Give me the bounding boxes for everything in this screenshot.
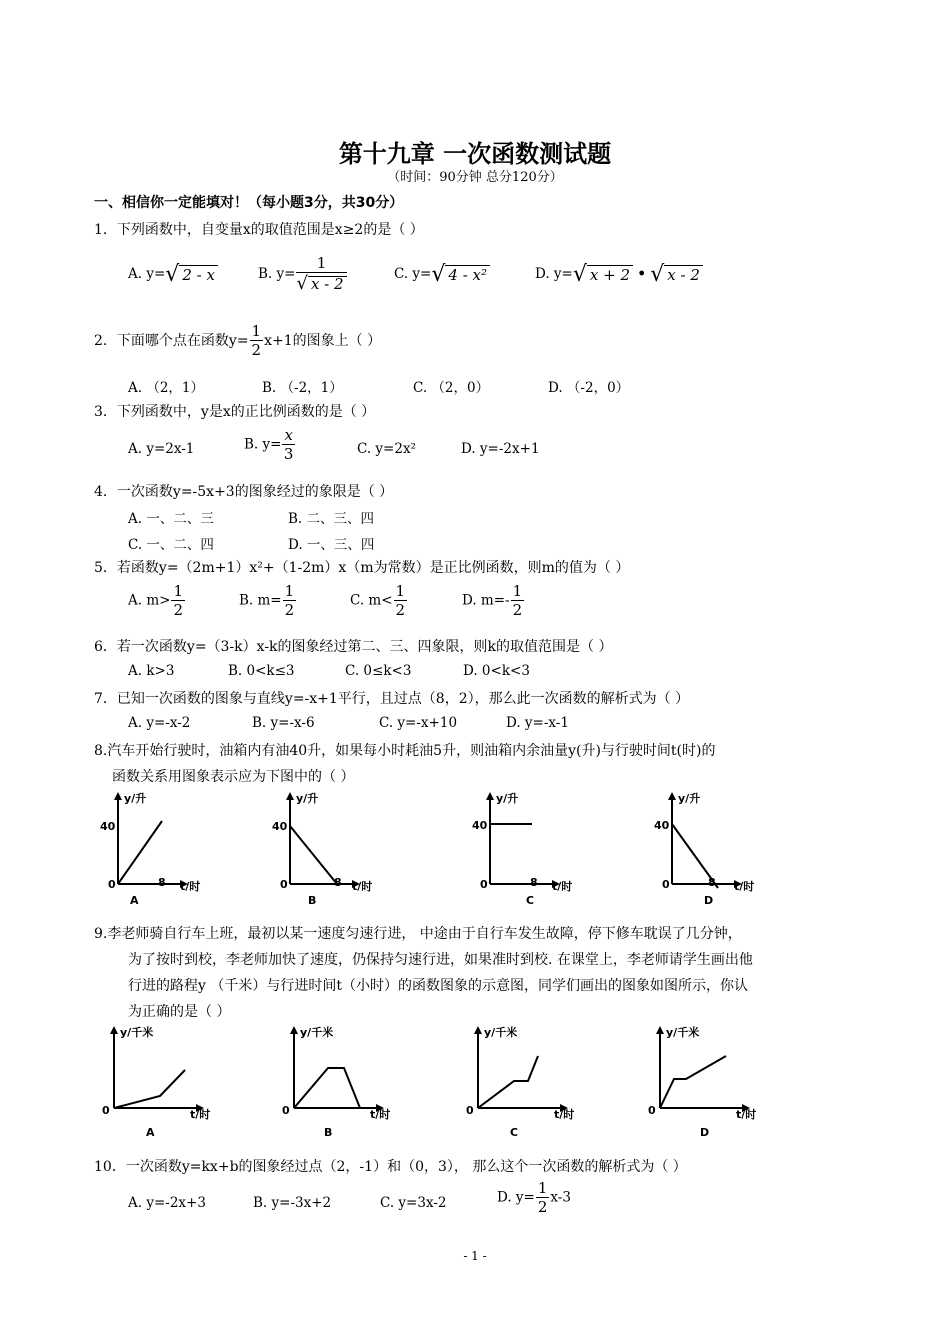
question-10-option-a: A. y=-2x+3	[128, 1195, 206, 1211]
question-6-option-b: B. 0<k≤3	[228, 663, 295, 679]
option-label: D. y=	[497, 1189, 535, 1206]
question-3-option-a: A. y=2x-1	[128, 441, 195, 457]
sqrt-expression: √ 2 - x	[165, 262, 218, 287]
graph-line	[478, 1056, 538, 1108]
option-label: D. y=	[535, 266, 573, 282]
question-5-option-c	[350, 584, 408, 618]
multiply-dot: •	[637, 266, 646, 282]
question-2-stem	[94, 324, 381, 358]
fraction	[296, 256, 346, 293]
radicand: x - 2	[664, 265, 703, 284]
numerator: 1	[173, 582, 183, 600]
tick-label-8: 8	[530, 876, 538, 889]
option-label: B. y=	[244, 436, 282, 453]
fraction	[282, 428, 294, 462]
y-axis-label: y/升	[678, 792, 701, 805]
question-8-graphs	[90, 788, 790, 910]
question-6-option-a: A. k>3	[128, 663, 175, 679]
page-number: - 1 -	[463, 1249, 487, 1263]
question-4-option-b: B. 二、三、四	[288, 511, 375, 527]
graph-a	[100, 791, 200, 907]
option-label: D. m=-	[462, 592, 510, 609]
y-axis-arrow	[668, 792, 676, 800]
graph-b	[282, 1025, 390, 1139]
x-axis-label: t/时	[370, 1108, 391, 1121]
graph-label: D	[704, 894, 714, 907]
origin-label: 0	[108, 878, 116, 891]
numerator: 1	[395, 582, 406, 600]
question-3-stem: 3．下列函数中，y是x的正比例函数的是（ ）	[94, 404, 376, 420]
question-7-stem: 7．已知一次函数的图象与直线y=-x+1平行，且过点（8，2），那么此一次函数的解析式为（ ）	[94, 691, 690, 707]
graph-label: A	[146, 1126, 155, 1139]
y-axis-label: y/千米	[484, 1026, 518, 1039]
question-10-stem: 10．一次函数y=kx+b的图象经过点（2，-1）和（0，3）， 那么这个一次函数的解析式为（ ）	[94, 1159, 687, 1175]
question-6-stem: 6．若一次函数y=（3-k）x-k的图象经过第二、三、四象限，则k的取值范围是（ ）	[94, 639, 613, 655]
x-axis-label: t/时	[180, 880, 201, 893]
sqrt-expression: √ x - 2	[650, 262, 703, 287]
question-10-option-b: B. y=-3x+2	[253, 1195, 332, 1211]
radicand: x + 2	[587, 265, 633, 284]
fraction	[511, 584, 525, 618]
option-label: B. y=	[258, 266, 296, 282]
question-7-option-a: A. y=-x-2	[128, 715, 191, 731]
sqrt-expression: √ x + 2	[573, 262, 633, 287]
y-axis-arrow	[290, 1026, 298, 1034]
origin-label: 0	[280, 878, 288, 891]
x-axis-label: t/时	[736, 1108, 757, 1121]
graph-label: C	[510, 1126, 519, 1139]
x-axis-label: t/时	[352, 880, 373, 893]
question-9-stem-line4: 为正确的是（ ）	[128, 1004, 231, 1020]
origin-label: 0	[480, 878, 488, 891]
graph-line	[290, 826, 337, 884]
question-10-option-c: C. y=3x-2	[380, 1195, 447, 1211]
graph-line	[114, 1070, 185, 1108]
x-axis-label: t/时	[734, 880, 755, 893]
tick-label-40: 40	[472, 819, 488, 832]
graph-d	[648, 1025, 756, 1139]
numerator: 1	[296, 256, 346, 273]
question-2-option-c: C. （2，0）	[413, 380, 490, 396]
question-3-option-d: D. y=-2x+1	[461, 441, 540, 457]
denominator: 2	[537, 1198, 548, 1216]
question-6-option-c: C. 0≤k<3	[345, 663, 412, 679]
question-1-option-d	[535, 262, 703, 287]
question-1-option-b	[258, 256, 348, 293]
denominator: 2	[251, 341, 262, 359]
question-2-option-b: B. （-2，1）	[262, 380, 343, 396]
y-axis-arrow	[114, 792, 122, 800]
question-8-stem-line2: 函数关系用图象表示应为下图中的（ ）	[112, 769, 355, 785]
option-label: B. m=	[239, 592, 282, 609]
option-text: x-3	[550, 1189, 571, 1206]
graph-label: C	[526, 894, 535, 907]
option-label: C. y=	[394, 266, 432, 282]
origin-label: 0	[466, 1104, 474, 1117]
question-5-stem: 5．若函数y=（2m+1）x²+（1-2m）x（m为常数）是正比例函数，则m的值为（ ）	[94, 560, 630, 576]
option-label: A. m>	[128, 592, 171, 609]
numerator: 1	[512, 582, 523, 600]
radicand: 2 - x	[179, 265, 218, 284]
graph-b	[272, 791, 372, 907]
y-axis-label: y/升	[496, 792, 519, 805]
question-8-stem-line1: 8.汽车开始行驶时，油箱内有油40升，如果每小时耗油5升，则油箱内余油量y(升)与行驶时间t(时)的	[94, 743, 716, 759]
denominator: 3	[283, 445, 294, 463]
question-2-option-d: D. （-2，0）	[548, 380, 630, 396]
question-9-graphs	[90, 1022, 790, 1142]
y-axis-label: y/千米	[300, 1026, 334, 1039]
y-axis-label: y/升	[124, 792, 147, 805]
page-title: 第十九章 一次函数测试题	[338, 140, 612, 168]
sqrt-expression: √ x - 2	[296, 275, 346, 293]
denominator: 2	[284, 601, 295, 619]
section-heading: 一、相信你一定能填对！（每小题3分，共30分）	[94, 195, 404, 211]
x-axis-label: t/时	[552, 880, 573, 893]
question-1-stem: 1．下列函数中，自变量x的取值范围是x≥2的是（ ）	[94, 222, 424, 238]
option-label: C. m<	[350, 592, 393, 609]
radicand: x - 2	[308, 276, 347, 292]
tick-label-40: 40	[100, 820, 116, 833]
sqrt-expression: √ 4 - x²	[431, 262, 490, 287]
graph-line	[294, 1068, 360, 1108]
question-9-stem-line2: 为了按时到校，李老师加快了速度，仍保持匀速行进，如果准时到校. 在课堂上，李老师请学生画出他	[128, 952, 753, 968]
tick-label-8: 8	[334, 876, 342, 889]
y-axis-arrow	[110, 1026, 118, 1034]
numerator: 1	[251, 322, 262, 340]
question-3-option-b	[244, 428, 296, 462]
question-4-stem: 4．一次函数y=-5x+3的图象经过的象限是（ ）	[94, 484, 394, 500]
question-4-option-d: D. 一、三、四	[288, 537, 375, 553]
y-axis-arrow	[474, 1026, 482, 1034]
question-7-option-d: D. y=-x-1	[506, 715, 569, 731]
stem-text: 2．下面哪个点在函数y=	[94, 333, 249, 349]
tick-label-8: 8	[158, 876, 166, 889]
y-axis-label: y/千米	[120, 1026, 154, 1039]
question-4-option-a: A. 一、二、三	[128, 511, 214, 527]
graph-line	[660, 1056, 726, 1108]
question-3-option-c: C. y=2x²	[357, 441, 416, 457]
y-axis-arrow	[656, 1026, 664, 1034]
graph-label: B	[324, 1126, 333, 1139]
question-4-option-c: C. 一、二、四	[128, 537, 214, 553]
radicand: 4 - x²	[445, 265, 490, 284]
fraction	[250, 324, 264, 358]
question-9-stem-line1: 9.李老师骑自行车上班，最初以某一速度匀速行进， 中途由于自行车发生故障，停下修车耽误了几分钟，	[94, 926, 742, 942]
question-5-option-a	[128, 584, 186, 618]
graph-c	[472, 791, 572, 907]
stem-text: x+1的图象上（ ）	[264, 333, 382, 349]
graph-line	[118, 821, 162, 884]
graph-label: D	[700, 1126, 710, 1139]
question-2-option-a: A. （2，1）	[128, 380, 205, 396]
x-axis-label: t/时	[190, 1108, 211, 1121]
numerator: 1	[537, 1179, 548, 1197]
y-axis-label: y/千米	[666, 1026, 700, 1039]
tick-label-40: 40	[654, 819, 670, 832]
origin-label: 0	[282, 1104, 290, 1117]
y-axis-arrow	[486, 792, 494, 800]
graph-label: A	[130, 894, 139, 907]
question-5-option-d	[462, 584, 525, 618]
question-1-option-a	[128, 262, 218, 287]
option-label: A. y=	[128, 266, 166, 282]
denominator: 2	[173, 601, 183, 619]
y-axis-arrow	[286, 792, 294, 800]
question-5-option-b	[239, 584, 297, 618]
question-9-stem-line3: 行进的路程y （千米）与行进时间t（小时）的函数图象的示意图，同学们画出的图象如图所示，你认	[128, 978, 748, 994]
question-6-option-d: D. 0<k<3	[463, 663, 530, 679]
tick-label-8: 8	[708, 876, 716, 889]
question-10-option-d	[497, 1181, 571, 1215]
fraction	[394, 584, 408, 618]
x-axis-label: t/时	[554, 1108, 575, 1121]
graph-a	[102, 1025, 210, 1139]
origin-label: 0	[662, 878, 670, 891]
graph-c	[466, 1025, 574, 1139]
page-subtitle: （时间：90分钟 总分120分）	[387, 170, 563, 185]
question-7-option-c: C. y=-x+10	[379, 715, 458, 731]
origin-label: 0	[648, 1104, 656, 1117]
fraction	[536, 1181, 550, 1215]
question-7-option-b: B. y=-x-6	[252, 715, 315, 731]
graph-d	[654, 791, 754, 907]
denominator: 2	[395, 601, 406, 619]
denominator: 2	[512, 601, 523, 619]
numerator: x	[284, 426, 293, 444]
fraction	[171, 584, 185, 618]
y-axis-label: y/升	[296, 792, 319, 805]
question-1-option-c	[394, 262, 490, 287]
fraction	[283, 584, 297, 618]
tick-label-40: 40	[272, 820, 288, 833]
graph-label: B	[308, 894, 317, 907]
origin-label: 0	[102, 1104, 110, 1117]
numerator: 1	[284, 582, 295, 600]
